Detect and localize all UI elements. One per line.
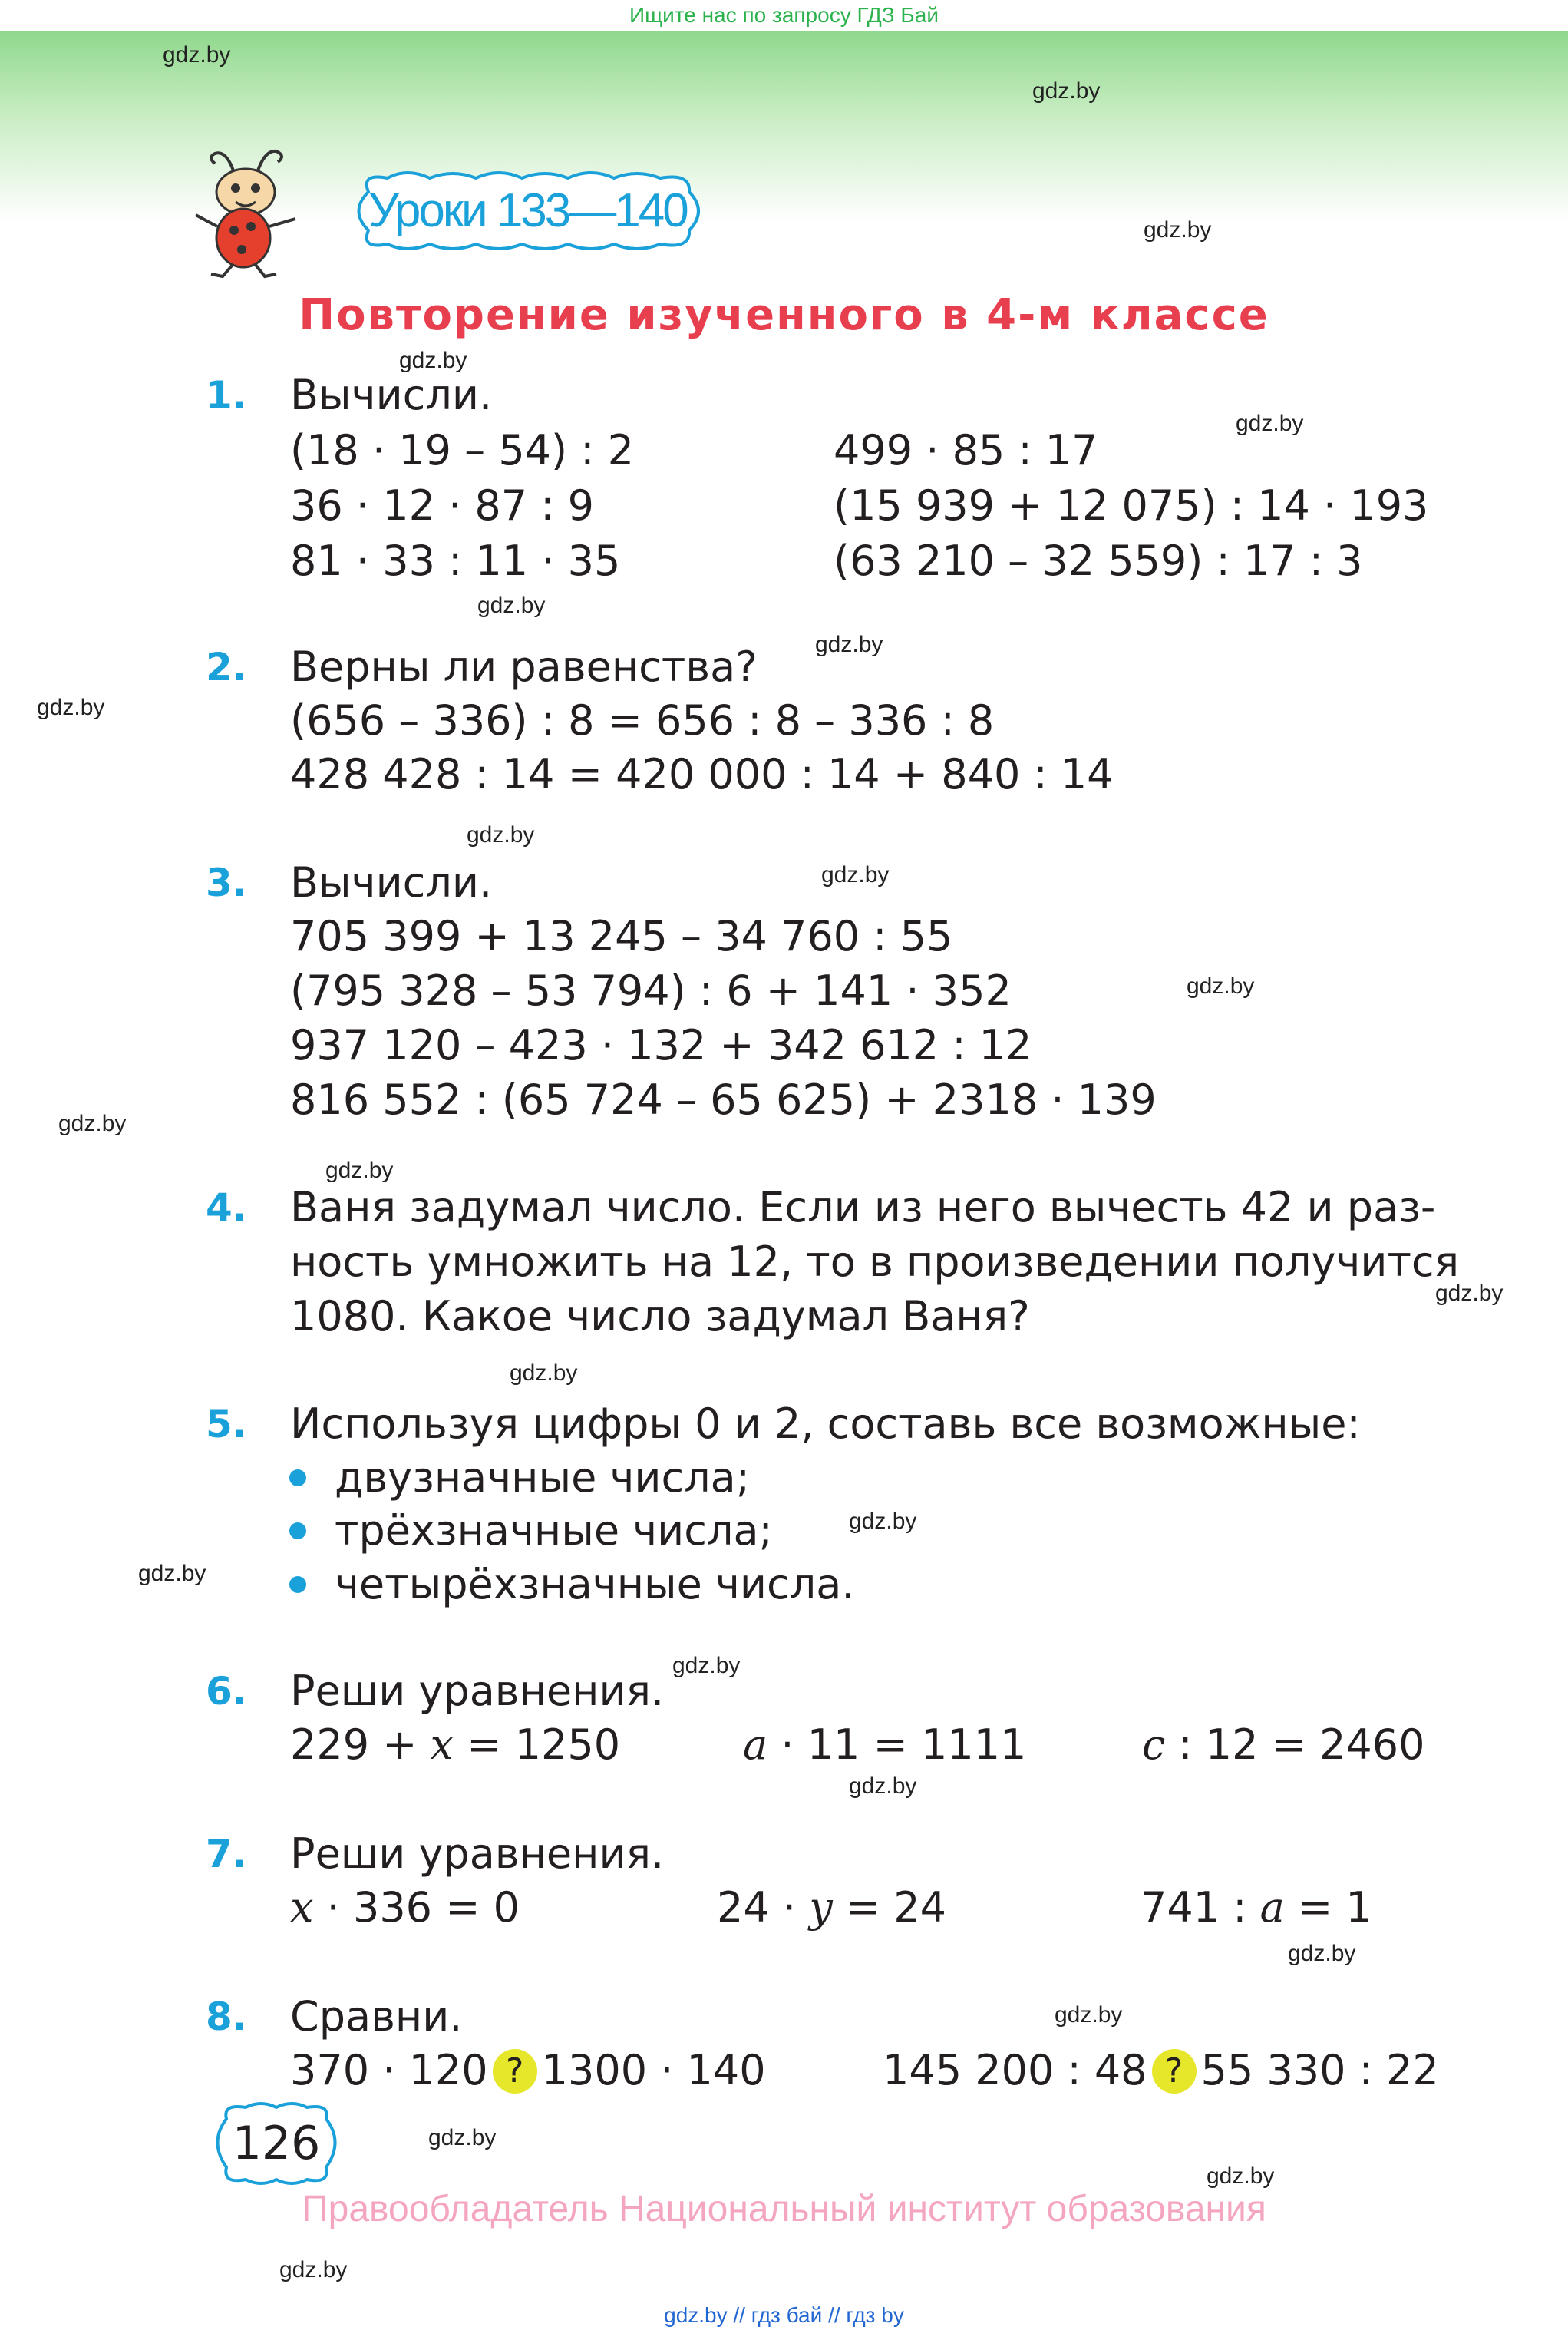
watermark: gdz.by (163, 42, 231, 68)
task-5-item: двузначные числа; (335, 1453, 750, 1502)
task-4-line: Ваня задумал число. Если из него вычесть 42 и раз- (290, 1183, 1436, 1231)
lesson-label: Уроки 133—140 (368, 184, 687, 237)
bullet-icon (289, 1522, 306, 1539)
watermark: gdz.by (849, 1509, 917, 1534)
task-3-line: 705 399 + 13 245 – 34 760 : 55 (290, 912, 953, 960)
watermark: gdz.by (849, 1773, 917, 1799)
task-8-comparison-2: 145 200 : 48 ? 55 330 : 22 (883, 2046, 1439, 2094)
task-8-prompt: Сравни. (290, 1992, 463, 2041)
bullet-icon (289, 1469, 306, 1486)
task-1-expr: (63 210 – 32 559) : 17 : 3 (834, 537, 1363, 585)
watermark: gdz.by (279, 2257, 348, 2282)
task-7-equation-1: x · 336 = 0 (290, 1883, 520, 1932)
page-number: 126 (232, 2117, 321, 2170)
task-8-comparison-1: 370 · 120 ? 1300 · 140 (290, 2046, 766, 2094)
copyright-notice: Правообладатель Национальный институт образования (302, 2189, 1266, 2229)
task-4-number: 4. (206, 1185, 247, 1230)
task-1-number: 1. (206, 373, 247, 418)
watermark: gdz.by (815, 632, 883, 657)
watermark: gdz.by (1187, 973, 1255, 999)
watermark: gdz.by (1435, 1281, 1504, 1306)
task-5-item: трёхзначные числа; (335, 1506, 773, 1555)
page-title: Повторение изученного в 4-м классе (299, 290, 1269, 340)
watermark: gdz.by (672, 1653, 741, 1678)
watermark: gdz.by (1144, 217, 1212, 243)
top-banner[interactable]: Ищите нас по запросу ГДЗ Бай (629, 3, 939, 27)
task-6-number: 6. (206, 1669, 247, 1714)
task-1-prompt: Вычисли. (290, 371, 493, 419)
task-2-prompt: Верны ли равенства? (290, 643, 758, 691)
ladybug-mascot-icon (188, 142, 303, 280)
watermark: gdz.by (1032, 78, 1101, 104)
task-5-number: 5. (206, 1402, 247, 1446)
task-5-item: четырёхзначные числа. (335, 1560, 855, 1608)
task-7-number: 7. (206, 1832, 247, 1876)
watermark: gdz.by (138, 1561, 206, 1586)
task-1-expr: 36 · 12 · 87 : 9 (290, 481, 595, 530)
task-6-equation-1: 229 + x = 1250 (290, 1720, 621, 1769)
watermark: gdz.by (1055, 2002, 1123, 2028)
task-6-prompt: Реши уравнения. (290, 1667, 665, 1715)
question-mark-icon: ? (1152, 2049, 1197, 2094)
task-6-equation-3: c : 12 = 2460 (1142, 1720, 1425, 1769)
bullet-icon (289, 1576, 306, 1593)
task-2-line: (656 – 336) : 8 = 656 : 8 – 336 : 8 (290, 696, 995, 745)
task-7-prompt: Реши уравнения. (290, 1829, 665, 1878)
watermark: gdz.by (428, 2125, 497, 2150)
task-3-line: (795 328 – 53 794) : 6 + 141 · 352 (290, 967, 1012, 1015)
watermark: gdz.by (37, 695, 105, 720)
task-3-line: 937 120 – 423 · 132 + 342 612 : 12 (290, 1021, 1032, 1069)
task-7-equation-2: 24 · y = 24 (717, 1883, 947, 1932)
task-8-number: 8. (206, 1995, 247, 2039)
task-3-prompt: Вычисли. (290, 858, 493, 907)
task-4-line: ность умножить на 12, то в произведении получится (290, 1238, 1460, 1286)
watermark: gdz.by (467, 822, 535, 848)
task-2-line: 428 428 : 14 = 420 000 : 14 + 840 : 14 (290, 750, 1114, 798)
task-1-expr: 81 · 33 : 11 · 35 (290, 537, 621, 585)
task-6-equation-2: a · 11 = 1111 (743, 1720, 1027, 1769)
watermark: gdz.by (325, 1158, 394, 1183)
watermark: gdz.by (58, 1111, 127, 1136)
bottom-links[interactable]: gdz.by // гдз бай // гдз by (664, 2303, 904, 2327)
watermark: gdz.by (477, 593, 546, 618)
task-1-expr: 499 · 85 : 17 (834, 426, 1098, 474)
task-1-expr: (18 · 19 – 54) : 2 (290, 426, 634, 474)
watermark: gdz.by (1207, 2163, 1275, 2189)
watermark: gdz.by (510, 1360, 578, 1386)
task-7-equation-3: 741 : a = 1 (1141, 1883, 1372, 1932)
watermark: gdz.by (1288, 1941, 1356, 1966)
watermark: gdz.by (399, 348, 467, 373)
task-4-line: 1080. Какое число задумал Ваня? (290, 1292, 1030, 1340)
task-2-number: 2. (206, 645, 247, 689)
task-3-line: 816 552 : (65 724 – 65 625) + 2318 · 139 (290, 1076, 1157, 1124)
watermark: gdz.by (1236, 411, 1304, 436)
watermark: gdz.by (821, 862, 890, 887)
question-mark-icon: ? (493, 2049, 537, 2094)
task-5-prompt: Используя цифры 0 и 2, составь все возможные: (290, 1400, 1361, 1448)
task-1-expr: (15 939 + 12 075) : 14 · 193 (834, 481, 1429, 530)
task-3-number: 3. (206, 861, 247, 905)
